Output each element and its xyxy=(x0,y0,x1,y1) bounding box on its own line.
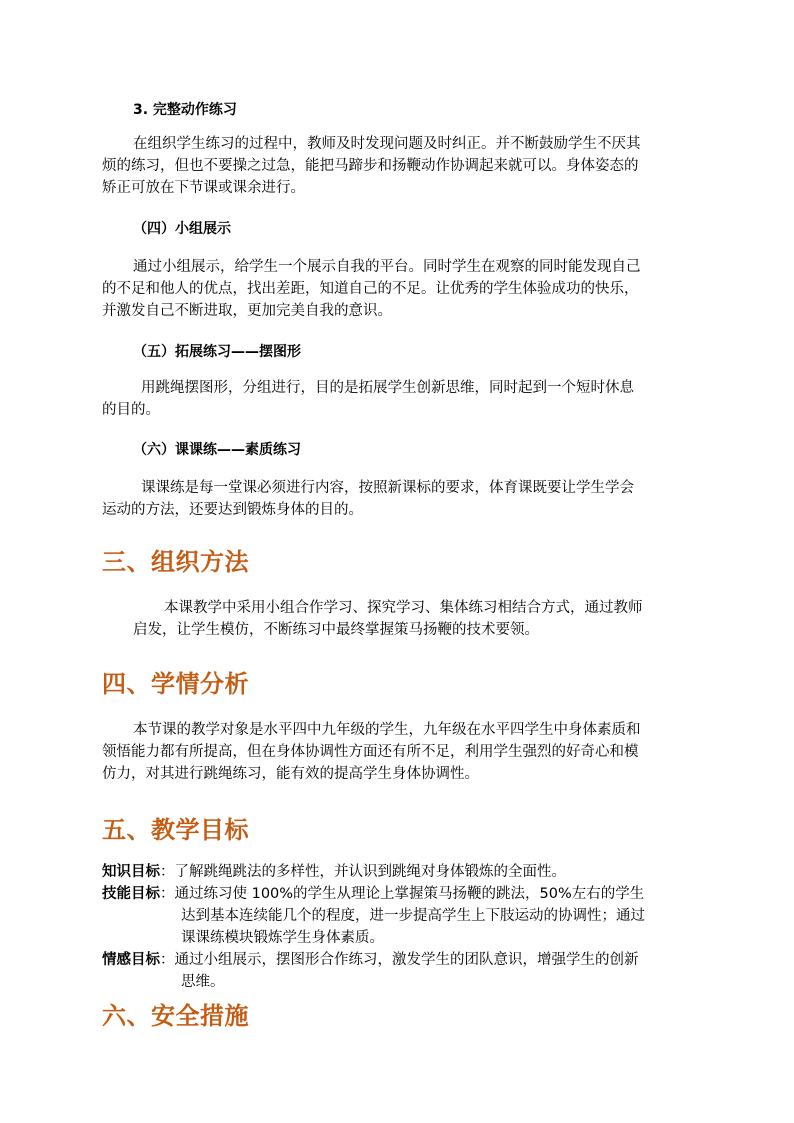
paragraph-line: 的不足和他人的优点，找出差距，知道自己的不足。让优秀的学生体验成功的快乐， xyxy=(102,281,639,297)
goal-skill xyxy=(102,884,644,904)
paragraph-line: 启发，让学生模仿，不断练习中最终掌握策马扬鞭的技术要领。 xyxy=(133,622,539,638)
section-heading: 五、教学目标 xyxy=(102,816,249,844)
subsection-title: 3. 完整动作练习 xyxy=(133,102,237,118)
paragraph-line: 烦的练习，但也不要操之过急，能把马蹄步和扬鞭动作协调起来就可以。身体姿态的 xyxy=(102,158,639,174)
subsection-title: （五）拓展练习——摆图形 xyxy=(133,344,301,360)
goal-text-continued: 思维。 xyxy=(181,974,225,990)
goal-text: ：通过练习使 100%的学生从理论上掌握策马扬鞭的跳法，50%左右的学生 xyxy=(160,886,645,902)
paragraph-line: 运动的方法，还要达到锻炼身体的目的。 xyxy=(102,502,363,518)
paragraph-line: 用跳绳摆图形，分组进行，目的是拓展学生创新思维，同时起到一个短时休息 xyxy=(141,380,634,396)
goal-text-continued: 达到基本连续能几个的程度，进一步提高学生上下肢运动的协调性；通过 xyxy=(181,908,645,924)
goal-label: 技能目标 xyxy=(102,886,160,902)
goal-emotion xyxy=(102,950,639,970)
paragraph-line: 矫正可放在下节课或课余进行。 xyxy=(102,180,305,196)
goal-text: ：通过小组展示，摆图形合作练习，激发学生的团队意识，增强学生的创新 xyxy=(160,952,639,968)
paragraph-line: 通过小组展示，给学生一个展示自我的平台。同时学生在观察的同时能发现自己 xyxy=(133,259,641,275)
goal-label: 情感目标 xyxy=(102,952,160,968)
paragraph-line: 课课练是每一堂课必须进行内容，按照新课标的要求，体育课既要让学生学会 xyxy=(141,480,634,496)
subsection-title: （四）小组展示 xyxy=(133,221,231,237)
section-heading: 三、组织方法 xyxy=(102,548,249,576)
paragraph-line: 并激发自己不断进取，更加完美自我的意识。 xyxy=(102,303,392,319)
section-heading: 六、安全措施 xyxy=(102,1002,249,1030)
paragraph-line: 本节课的教学对象是水平四中九年级的学生，九年级在水平四学生中身体素质和 xyxy=(133,722,641,738)
paragraph-line: 领悟能力都有所提高，但在身体协调性方面还有所不足，利用学生强烈的好奇心和模 xyxy=(102,744,639,760)
section-heading: 四、学情分析 xyxy=(102,670,249,698)
paragraph-line: 的目的。 xyxy=(102,402,160,418)
goal-knowledge xyxy=(102,862,566,882)
subsection-title: （六）课课练——素质练习 xyxy=(133,442,301,458)
goal-text: ：了解跳绳跳法的多样性，并认识到跳绳对身体锻炼的全面性。 xyxy=(160,864,566,880)
paragraph-line: 在组织学生练习的过程中，教师及时发现问题及时纠正。并不断鼓励学生不厌其 xyxy=(133,136,641,152)
goal-label: 知识目标 xyxy=(102,864,160,880)
paragraph-line: 本课教学中采用小组合作学习、探究学习、集体练习相结合方式，通过教师 xyxy=(164,600,643,616)
goal-text-continued: 课课练模块锻炼学生身体素质。 xyxy=(181,930,384,946)
paragraph-line: 仿力，对其进行跳绳练习，能有效的提高学生身体协调性。 xyxy=(102,766,479,782)
